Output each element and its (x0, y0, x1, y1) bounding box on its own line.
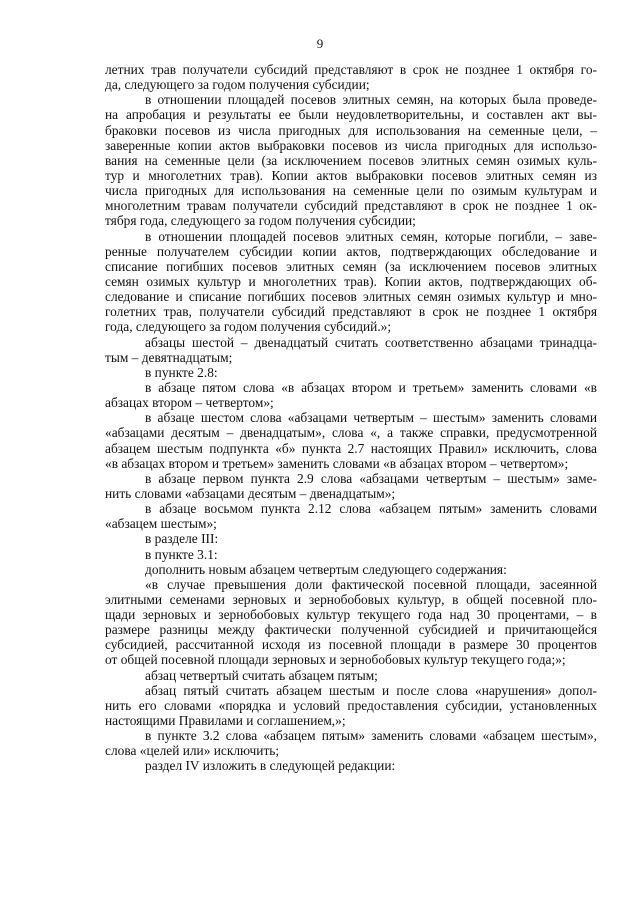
text-line: нить словами «абзацами десятым – двенадцатым»; (105, 485, 396, 501)
text-line: года, следующего за годом получения субсидий.»; (105, 319, 392, 335)
text-line: голетних трав, получатели субсидий представляют в срок не позднее 1 октября (105, 304, 597, 320)
text-line: от общей посевной площади зерновых и зернобобовых культур текущего года;»; (105, 652, 566, 668)
text-line: заверенные копии актов выбраковки посевов из числа пригодных для использо- (105, 137, 597, 153)
text-line: браковки посевов из числа пригодных для использования на семенные цели, – (105, 122, 597, 138)
text-line: «абзацем шестым»; (105, 516, 217, 532)
text-line: на апробация и результаты ее были неудовлетворительны, и составлен акт вы- (105, 107, 597, 123)
text-line: да, следующего за годом получения субсидии; (105, 77, 370, 93)
text-line: в абзаце пятом слова «в абзацах втором и третьем» заменить словами «в (145, 379, 597, 395)
text-line: «в случае превышения доли фактической посевной площади, засеянной (145, 576, 597, 592)
text-line: в абзаце шестом слова «абзацами четвертым – шестым» заменить словами (145, 410, 597, 426)
text-line: в отношении площадей посевов элитных семян, которые погибли, – заве- (145, 228, 597, 244)
text-line: в отношении площадей посевов элитных семян, на которых была проведе- (145, 92, 597, 108)
text-line: ренные получателем субсидии копии актов, подтверждающих обследование и (105, 243, 597, 259)
text-line: списание погибших посевов элитных семян (за исключением посевов элитных (105, 258, 597, 274)
text-line: в пункте 2.8: (145, 364, 218, 380)
text-line: в пункте 3.2 слова «абзацем пятым» заменить словами «абзацем шестым», (145, 728, 597, 744)
text-line: вания на семенные цели (за исключением посевов элитных семян озимых куль- (105, 152, 597, 168)
text-line: многолетним травам получатели субсидий представляют в срок не позднее 1 ок- (105, 198, 597, 214)
text-line: «в абзацах втором и третьем» заменить словами «в абзацах втором – четвертом»; (105, 455, 569, 471)
text-line: раздел IV изложить в следующей редакции: (145, 758, 396, 774)
text-line: элитными семенами зерновых и зернобобовых культур, в общей посевной пло- (105, 591, 597, 607)
text-line: следование и списание погибших посевов элитных семян озимых культур и мно- (105, 289, 597, 305)
text-line: в абзаце восьмом пункта 2.12 слова «абзацем пятым» заменить словами (145, 501, 597, 517)
text-line: субсидией, рассчитанной исходя из посевной площади в размере 30 процентов (105, 637, 597, 653)
text-line: в пункте 3.1: (145, 546, 218, 562)
text-line: в разделе III: (145, 531, 219, 547)
text-line: абзац четвертый считать абзацем пятым; (145, 667, 378, 683)
text-line: семян озимых культур и многолетних трав). Копии актов, подтверждающих об- (105, 273, 597, 289)
text-line: щади зерновых и зернобобовых культур текущего года над 30 процентами, – в (105, 607, 597, 623)
text-line: абзацы шестой – двенадцатый считать соответственно абзацами тринадца- (145, 334, 597, 350)
text-line: дополнить новым абзацем четвертым следующего содержания: (145, 561, 507, 577)
text-line: нить его словами «порядка и условий предоставления субсидии, установленных (105, 697, 597, 713)
text-line: абзацах втором – четвертом»; (105, 395, 274, 411)
text-line: тым – девятнадцатым; (105, 349, 233, 365)
document-body (105, 62, 597, 774)
text-line: слова «целей или» исключить; (105, 743, 280, 759)
text-line: «абзацами десятым – двенадцатым», слова «, а также справки, предусмотренной (105, 425, 597, 441)
text-line: числа пригодных для использования на семенные цели по озимым культурам и (105, 183, 597, 199)
text-line: абзацем шестым подпункта «б» пункта 2.7 настоящих Правил» исключить, слова (105, 440, 597, 456)
text-line: настоящими Правилами и соглашением,»; (105, 713, 346, 729)
text-line: тября года, следующего за годом получения субсидии; (105, 213, 416, 229)
page-number: 9 (316, 36, 324, 51)
text-line: размере разницы между фактически полученной субсидией и причитающейся (105, 622, 597, 638)
text-line: абзац пятый считать абзацем шестым и после слова «нарушения» допол- (145, 682, 597, 698)
text-line: летних трав получатели субсидий представляют в срок не позднее 1 октября го- (105, 62, 597, 77)
text-line: в абзаце первом пункта 2.9 слова «абзацами четвертым – шестым» заме- (145, 470, 597, 486)
text-line: тур и многолетних трав). Копии актов выбраковки посевов элитных семян из (105, 167, 597, 183)
